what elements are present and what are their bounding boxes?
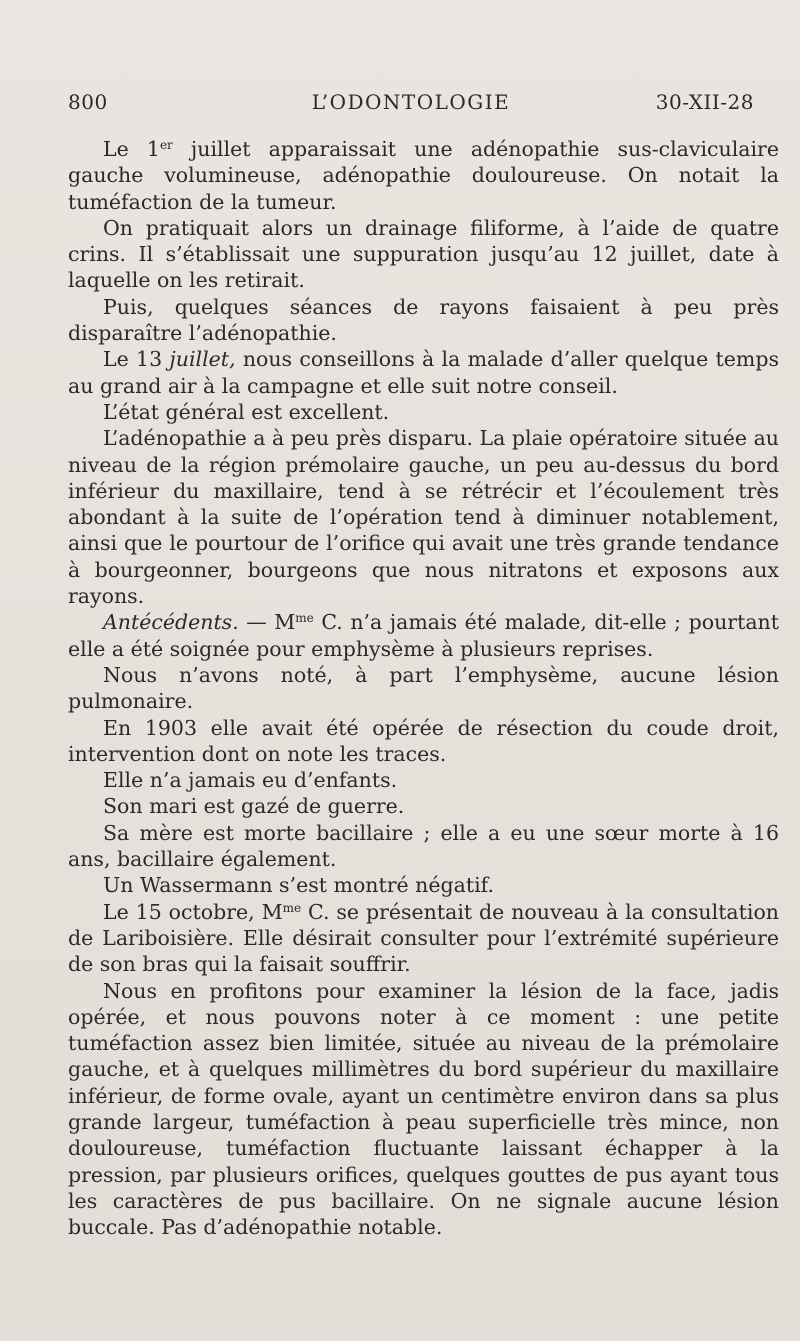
paragraph: Un Wassermann s’est montré négatif. bbox=[103, 873, 495, 898]
paragraph: Nous n’avons noté, à part l’emphysème, aucune lésion pulmonaire. bbox=[68, 662, 779, 714]
section-heading: Antécédents. bbox=[103, 610, 239, 635]
page-number: 800 bbox=[68, 90, 108, 114]
paragraph: En 1903 elle avait été opérée de résection du coude droit, intervention dont on note les traces. bbox=[68, 715, 779, 766]
paragraph: On pratiquait alors un drainage filiforme, à l’aide de quatre crins. Il s’établissait une suppuration jusqu’au 12 juillet, date à laquelle on les retirait. bbox=[68, 215, 779, 293]
paragraph: L’état général est excellent. bbox=[103, 399, 390, 424]
paragraph: Elle n’a jamais eu d’enfants. bbox=[103, 768, 398, 793]
issue-date: 30-XII-28 bbox=[655, 90, 754, 114]
paragraph: Nous en profitons pour examiner la lésion de la face, jadis opérée, et nous pouvons noter à ce moment : une petite tuméfaction assez bien limitée, située au niveau de la prémolaire gauche, et à quelques millimètres du bord supérieur du maxillaire inférieur, de forme ovale, ayant un centimètre environ dans sa plus grande largeur, tuméfaction à peau superficielle très mince, non douloureuse, tuméfaction fluctuante laissant échapper à la pression, par plusieurs orifices, quelques gouttes de pus ayant tous les caractères de pus bacillaire. On ne signale aucune lésion buccale. Pas d’adénopathie notable. bbox=[68, 978, 779, 1240]
paragraph: Son mari est gazé de guerre. bbox=[103, 794, 405, 819]
paragraph: Le 1er juillet apparaissait une adénopathie sus-claviculaire gauche volumineuse, adénopathie douloureuse. On notait la tuméfaction de la tumeur. bbox=[68, 137, 779, 214]
paragraph: Le 15 octobre, $M^{me}$ C. se présentait de nouveau à la consultation de Lariboisière. Elle désirait consulter pour l’extrémité supérieure de son bras qui la faisait souffrir. bbox=[68, 899, 779, 977]
paragraph-antecedents: Antécédents. — $M^{me}$ C. n’a jamais été malade, dit-elle ; pourtant elle a été soignée pour emphysème à plusieurs reprises. bbox=[68, 610, 779, 661]
paragraph: Le 13 juillet, nous conseillons à la malade d’aller quelque temps au grand air à la campagne et elle suit notre conseil. bbox=[68, 347, 779, 398]
paragraph: L’adénopathie a à peu près disparu. La plaie opératoire située au niveau de la région prémolaire gauche, un peu au-dessus du bord inférieur du maxillaire, tend à se rétrécir et l’écoulement très abondant à la suite de l’opération tend à diminuer notablement, ainsi que le pourtour de l’orifice qui avait une très grande tendance à bourgeonner, bourgeons que nous nitratons et exposons aux rayons. bbox=[68, 426, 779, 609]
paragraph: Puis, quelques séances de rayons faisaient à peu près disparaître l’adénopathie. bbox=[68, 294, 779, 346]
paragraph: Sa mère est morte bacillaire ; elle a eu une sœur morte à 16 ans, bacillaire également. bbox=[68, 820, 779, 872]
running-header bbox=[68, 90, 754, 120]
journal-title: L’ODONTOLOGIE bbox=[311, 90, 511, 114]
article-body bbox=[68, 136, 779, 1240]
